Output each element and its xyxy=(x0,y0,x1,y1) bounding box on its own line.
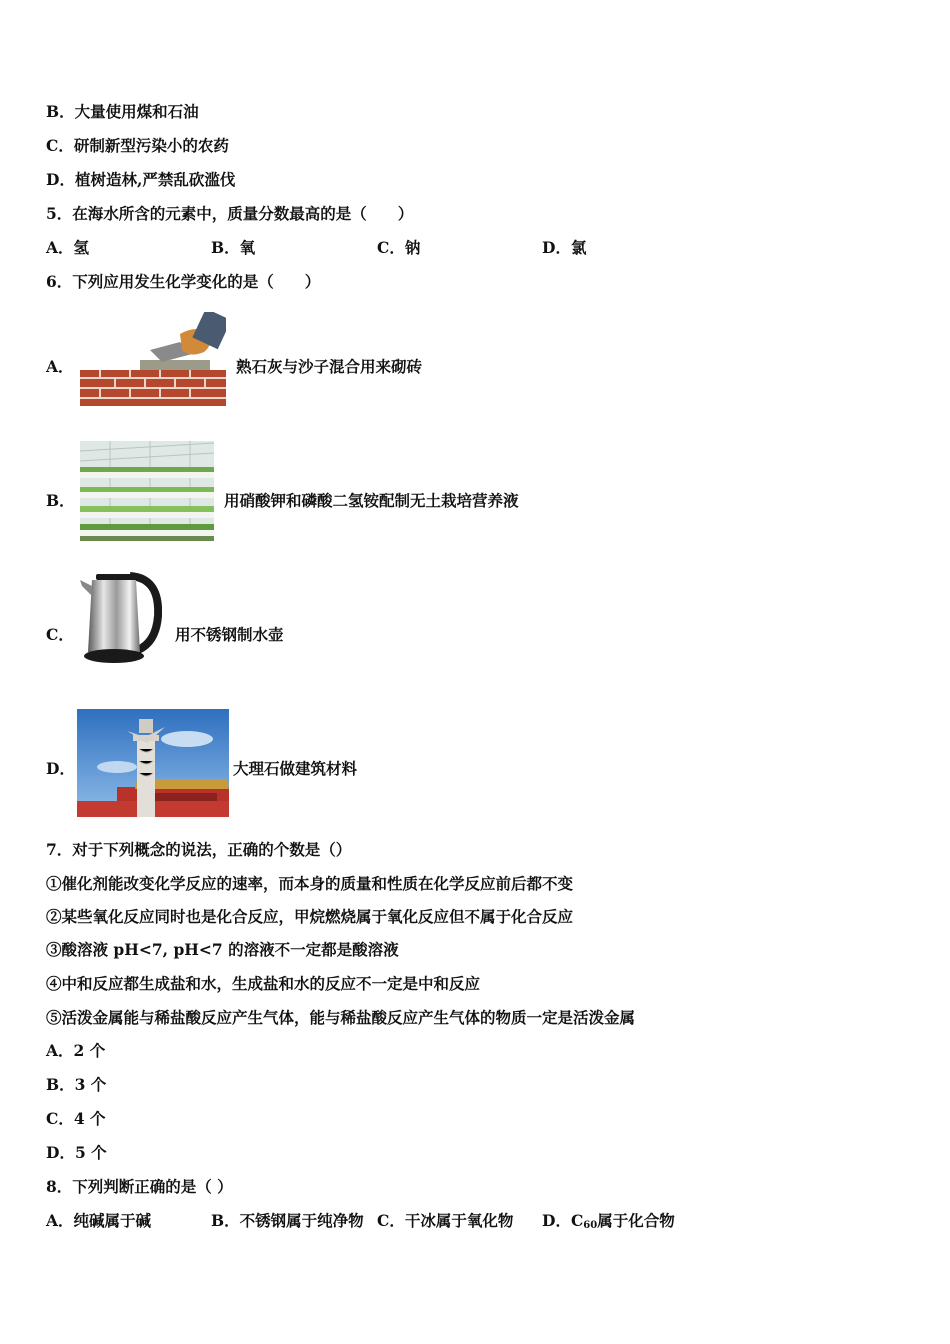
q4-option-b: B．大量使用煤和石油 xyxy=(46,102,199,121)
q8-option-b: B．不锈钢属于纯净物 xyxy=(211,1211,364,1230)
q6-option-c-letter: C． xyxy=(46,625,74,644)
q6-option-b-caption: 用硝酸钾和磷酸二氢铵配制无土栽培营养液 xyxy=(224,491,519,510)
q7-statement-5: ⑤活泼金属能与稀盐酸反应产生气体，能与稀盐酸反应产生气体的物质一定是活泼金属 xyxy=(46,1008,636,1027)
q7-option-a: A．2 个 xyxy=(46,1041,106,1060)
q8-option-c: C．干冰属于氧化物 xyxy=(377,1211,514,1230)
q7-option-d: D．5 个 xyxy=(46,1143,107,1162)
q7-statement-2: ②某些氧化反应同时也是化合反应，甲烷燃烧属于氧化反应但不属于化合反应 xyxy=(46,907,574,926)
q6-option-c-caption: 用不锈钢制水壶 xyxy=(175,625,284,644)
q6-option-d-letter: D． xyxy=(46,759,75,778)
q7-statement-1: ①催化剂能改变化学反应的速率，而本身的质量和性质在化学反应前后都不变 xyxy=(46,874,574,893)
q6-option-a-letter: A． xyxy=(46,357,74,376)
q4-option-d: D．植树造林,严禁乱砍滥伐 xyxy=(46,170,236,189)
q5-stem: 5．在海水所含的元素中，质量分数最高的是（ ） xyxy=(46,204,414,223)
q7-option-c: C．4 个 xyxy=(46,1109,106,1128)
q5-option-d: D．氯 xyxy=(542,238,587,257)
q8-option-a: A．纯碱属于碱 xyxy=(46,1211,152,1230)
q6-option-d-caption: 大理石做建筑材料 xyxy=(233,759,358,778)
q7-statement-3: ③酸溶液 pH<7, pH<7 的溶液不一定都是酸溶液 xyxy=(46,940,399,959)
q7-stem: 7．对于下列概念的说法，正确的个数是（） xyxy=(46,840,352,859)
q5-option-c: C．钠 xyxy=(377,238,421,257)
q6-stem: 6．下列应用发生化学变化的是（ ） xyxy=(46,272,321,291)
bricklaying-photo xyxy=(80,312,226,406)
q5-option-b: B．氧 xyxy=(211,238,256,257)
q6-option-b-letter: B． xyxy=(46,491,75,510)
q5-option-a: A．氢 xyxy=(46,238,90,257)
q8-option-d xyxy=(542,1211,675,1236)
q8-stem: 8．下列判断正确的是（ ） xyxy=(46,1177,233,1196)
q8-option-d-prefix: D．C xyxy=(542,1211,584,1230)
q6-option-a-caption: 熟石灰与沙子混合用来砌砖 xyxy=(236,357,423,376)
q8-option-d-subscript: 60 xyxy=(583,1220,598,1231)
hydroponics-greenhouse-photo xyxy=(80,441,214,541)
q8-option-d-suffix: 属于化合物 xyxy=(597,1211,675,1230)
q7-statement-4: ④中和反应都生成盐和水，生成盐和水的反应不一定是中和反应 xyxy=(46,974,481,993)
q7-option-b: B．3 个 xyxy=(46,1075,107,1094)
q4-option-c: C．研制新型污染小的农药 xyxy=(46,136,229,155)
stainless-kettle-photo xyxy=(78,570,162,666)
marble-column-tiananmen-photo xyxy=(77,709,229,817)
